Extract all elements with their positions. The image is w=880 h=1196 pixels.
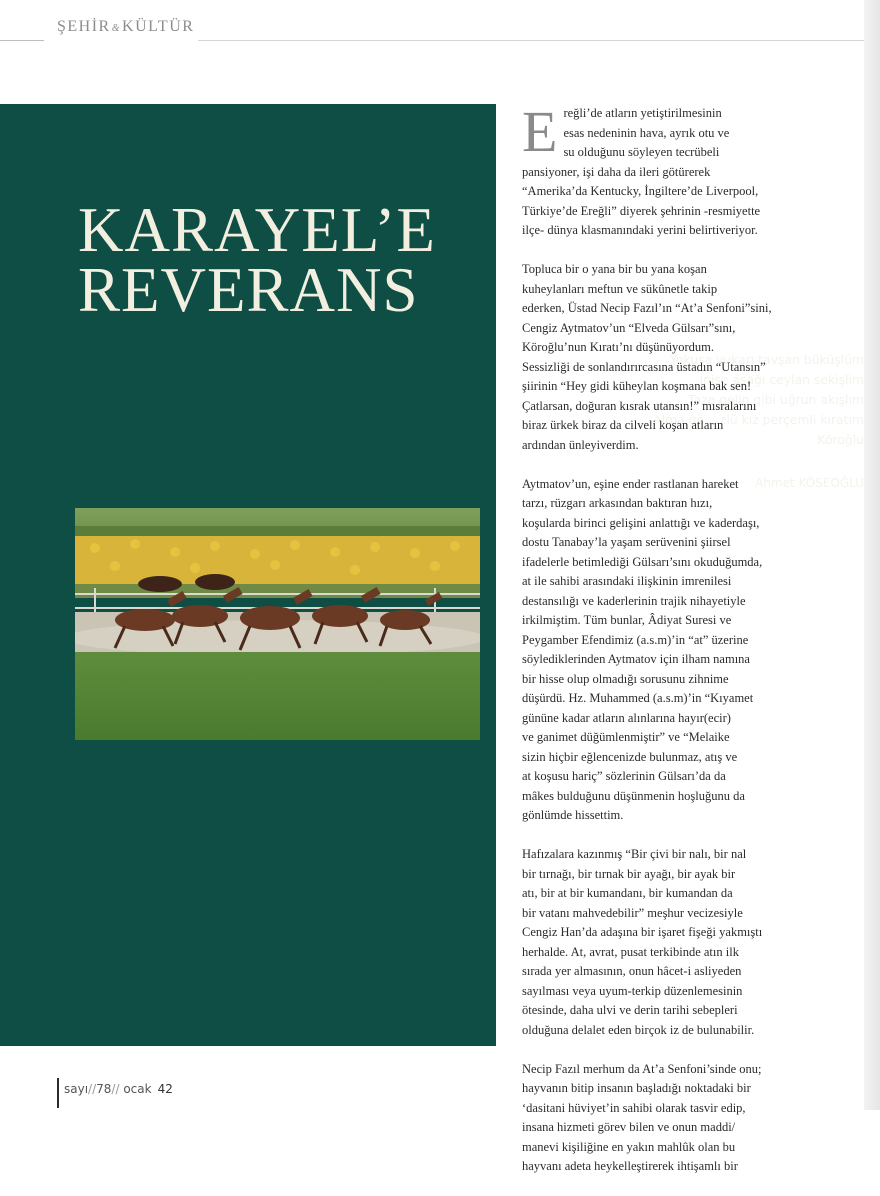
paragraph: Hafızalara kazınmış “Bir çivi bir nalı, bir nal bir tırnağı, bir tırnak bir ayağı, bir ayak bir atı, bir at bir kumandanı, bir kumandan da bir vatanı mahvedebilir” meşhur vecizesiyle Cengiz Han’da adaşına bir işaret fişeği yakmıştı herhalde. At, avrat, pusat terkibinde atın ilk sırada yer almasının, onun hâcet-i asliyeden sayılması veya uyum-terkip düzenlemesinin ötesinde, daha ulvi ve derin tarihi sebepleri olduğuna delalet eden birçok iz de bulunabilir.	[522, 847, 763, 1037]
poem-attribution: Köroğlu	[817, 432, 864, 447]
drop-cap: E	[522, 99, 558, 164]
title-line-2: REVERANS	[78, 255, 419, 325]
section-label	[57, 18, 194, 36]
page-number: 42	[157, 1082, 173, 1096]
paragraph-text: reğli’de atların yetiştirilmesinin esas nedeninin hava, ayrık otu ve su olduğunu söyleyen tecrübeli pansiyoner, işi daha da ileri götürerek “Amerika’da Kentucky, İngiltere’de Liverpool, Türkiye’de Ereğli” diyerek şehrinin -resmiyette ilçe- dünya klasmanındaki yerini belirtiveriyor.	[522, 106, 761, 237]
issue-label: sayı	[64, 1082, 89, 1096]
title-line-1: KARAYEL’E	[78, 195, 436, 265]
article-title	[78, 195, 488, 325]
section-label-left: ŞEHİR	[57, 18, 111, 35]
paragraph: Aytmatov’un, eşine ender rastlanan hareket tarzı, rüzgarı arkasından baktıran hızı, koşularda birinci gelişini anlattığı ve kaderdaşı, dostu Tanabay’la yaşam serüvenini şiirsel ifadelerle betimlediği Gülsarı’sını okuduğumda, at ile sahibi arasındaki ilişkinin imrenilesi destansılığı ve kaderlerinin trajik nihayetiyle irkilmiştim. Tüm bunlar, Âdiyat Suresi ve Peygamber Efendimiz (a.s.m)’in “at” üzerine söylediklerinden Aytmatov için ilham namına bir hisse olup olmadığı sorusunu zihnime düşürdü. Hz. Muhammed (a.s.m)’in “Kıyamet gününe kadar atların alınlarına hayır(ecir) ve ganimet düğümlenmiştir” ve “Melaike sizin hiçbir eğlencenizde bulunmaz, atış ve at koşusu hariç” sözlerinin Gülsarı’da da mâkes bulduğunu düşünmenin hoşluğunu da gönlümde hissettim.	[522, 476, 763, 822]
footer-bar	[57, 1078, 59, 1108]
paragraph: Topluca bir o yana bir bu yana koşan kuheylanları meftun ve sükûnetle takip ederken, Üstad Necip Fazıl’ın “At’a Senfoni”sini, Cengiz Aytmatov’un “Elveda Gülsarı”sını, Köroğlu’nun Kıratı’nı düşünüyordum. Sessizliği de sonlandırırcasına üstadın “Utansın” şiirinin “Hey gidi küheylan koşmana bak sen! Çatlarsan, doğuran kısrak utansın!” mısralarını biraz ürkek biraz da cilveli koşan atların ardından ünleyiverdim.	[522, 262, 772, 452]
header-rule-right	[198, 40, 864, 41]
issue-month: ocak	[123, 1082, 152, 1096]
poem-line: İnişe aşağı ceylan sekişlim	[699, 372, 864, 387]
page-edge	[864, 0, 880, 1110]
paragraph	[522, 99, 796, 241]
paragraph: Necip Fazıl merhum da At’a Senfoni’sinde onu; hayvanın bitip insanın başladığı noktadaki bir ‘dasitani hüviyet’in sahibi olarak tasvir edip, insana hizmeti görev bilen ve onun maddi/ manevi kişiliğine en yakın mahlûk olan bu hayvanı adeta heykelleştirerek ihtişamlı bir	[522, 1061, 762, 1173]
horses-photo	[75, 508, 480, 740]
section-label-right: KÜLTÜR	[122, 18, 195, 35]
author-byline: Ahmet KÖSEOĞLU	[755, 476, 864, 490]
issue-number: 78	[96, 1082, 112, 1096]
page-header	[0, 0, 864, 50]
poem-line: Yokuşa yukarı tavşan büküşlüm	[669, 352, 864, 367]
section-label-amp: &	[111, 23, 122, 34]
poem-line: Alma gö zlü kız perçemli kıratım	[653, 412, 864, 427]
header-rule-left	[0, 40, 44, 41]
poem-line: Taze gelin gibi uğrun akışlım	[688, 392, 864, 407]
article-body	[522, 99, 796, 1196]
page-footer: sayı//78// ocak 42	[64, 1082, 173, 1096]
